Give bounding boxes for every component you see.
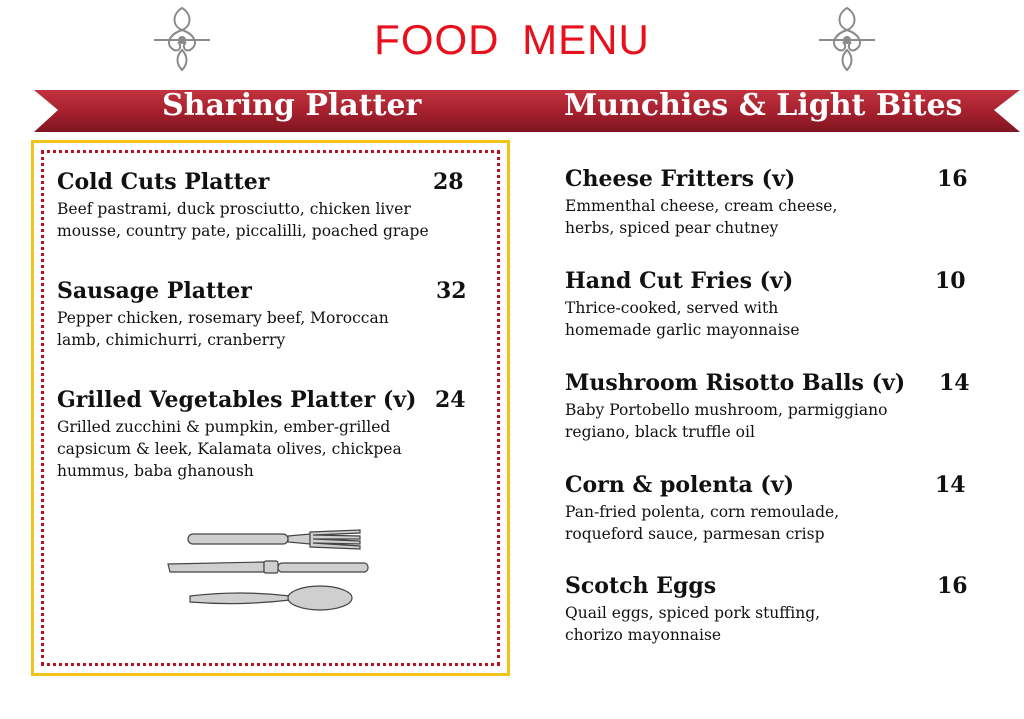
cutlery-icon	[160, 520, 370, 620]
item-description: Pepper chicken, rosemary beef, Moroccan lamb, chimichurri, cranberry	[57, 309, 389, 349]
item-name: Cheese Fritters (v)	[565, 166, 796, 192]
item-price: 28	[433, 169, 464, 195]
item-description: Beef pastrami, duck prosciutto, chicken liver mousse, country pate, piccalilli, poached grape	[57, 200, 429, 240]
item-description: Emmenthal cheese, cream cheese, herbs, spiced pear chutney	[565, 197, 838, 237]
item-name: Corn & polenta (v)	[565, 472, 795, 498]
item-description: Baby Portobello mushroom, parmiggiano regiano, black truffle oil	[565, 401, 888, 441]
menu-item	[565, 268, 975, 341]
menu-item	[565, 370, 985, 443]
section-heading-sharing: Sharing Platter	[162, 88, 422, 123]
menu-item	[565, 472, 975, 545]
item-price: 14	[935, 472, 966, 498]
item-name: Scotch Eggs	[565, 573, 717, 599]
item-description: Grilled zucchini & pumpkin, ember-grilled capsicum & leek, Kalamata olives, chickpea hummus, baba ghanoush	[57, 418, 402, 480]
item-price: 16	[937, 166, 968, 192]
menu-item	[57, 169, 477, 242]
item-description: Quail eggs, spiced pork stuffing, chorizo mayonnaise	[565, 604, 821, 644]
menu-item	[57, 387, 477, 482]
section-ribbon	[34, 86, 1020, 136]
menu-item	[565, 573, 975, 646]
item-price: 14	[939, 370, 970, 396]
item-name: Mushroom Risotto Balls (v)	[565, 370, 906, 396]
section-heading-munchies: Munchies & Light Bites	[564, 88, 963, 123]
ornament-icon	[815, 4, 879, 74]
menu-title: FOOD MENU	[374, 16, 650, 63]
item-name: Hand Cut Fries (v)	[565, 268, 794, 294]
menu-item	[57, 278, 477, 351]
item-price: 10	[935, 268, 966, 294]
item-name: Cold Cuts Platter	[57, 169, 270, 195]
item-name: Sausage Platter	[57, 278, 252, 304]
item-name: Grilled Vegetables Platter (v)	[57, 387, 417, 413]
item-price: 24	[435, 387, 466, 413]
menu-item	[565, 166, 975, 239]
item-price: 16	[937, 573, 968, 599]
item-description: Pan-fried polenta, corn remoulade, roqueford sauce, parmesan crisp	[565, 503, 840, 543]
item-description: Thrice-cooked, served with homemade garlic mayonnaise	[565, 299, 800, 339]
item-price: 32	[436, 278, 467, 304]
